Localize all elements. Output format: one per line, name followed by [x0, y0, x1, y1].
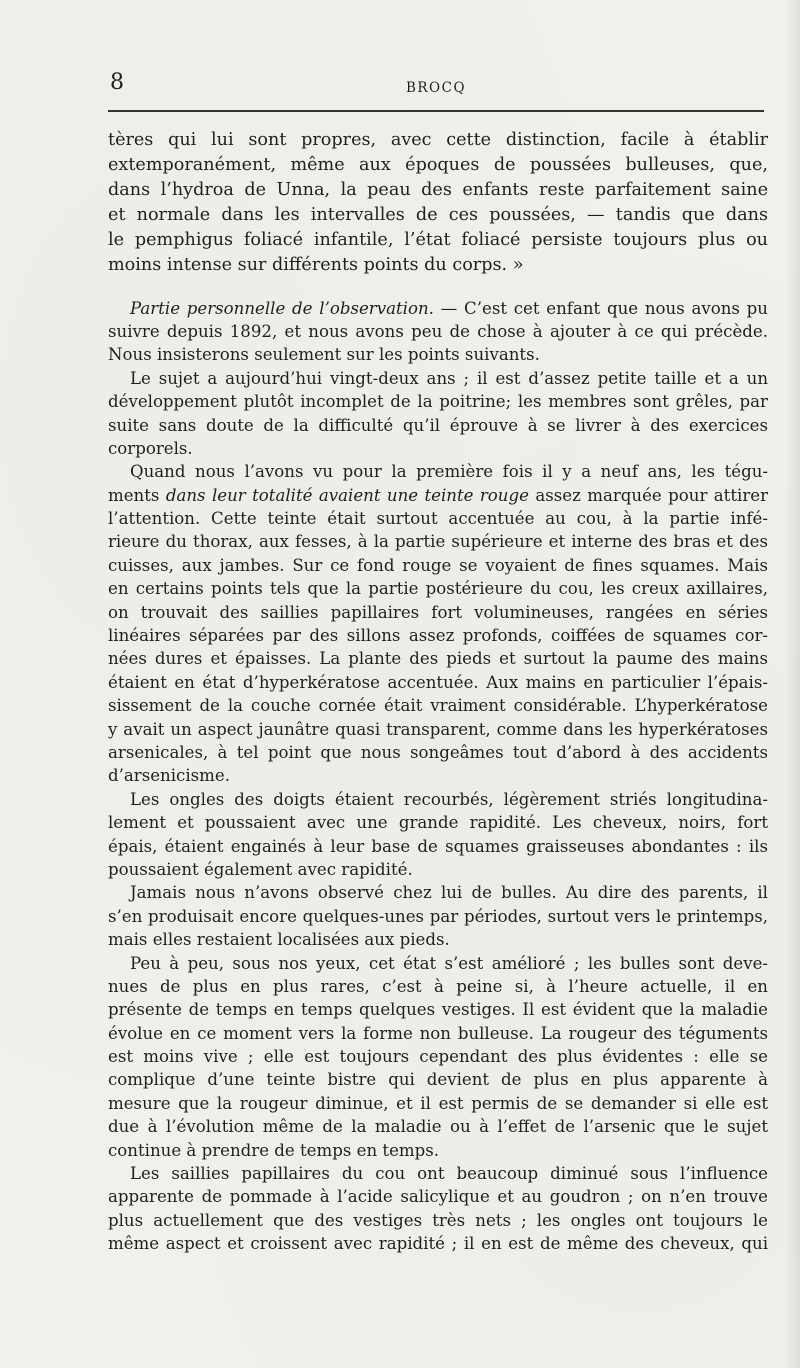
text-line: épais, étaient engainés à leur base de squames graisseuses abondantes : ils: [108, 836, 768, 856]
text-run: ments: [108, 485, 166, 505]
text-line: nées dures et épaisses. La plante des pieds et surtout la paume des mains: [108, 649, 768, 669]
paragraph-subject: [108, 367, 768, 461]
text-line: y avait un aspect jaunâtre quasi transparent, comme dans les hyperkératoses: [108, 719, 768, 739]
text-line: Quand nous l’avons vu pour la première fois il y a neuf ans, les tégu-: [130, 462, 768, 482]
text-line: mais elles restaient localisées aux pieds.: [108, 930, 450, 950]
text-line: arsenicales, à tel point que nous songeâmes tout d’abord à des accidents: [108, 742, 768, 762]
text-line: poussaient également avec rapidité.: [108, 859, 413, 879]
header-rule: [108, 110, 764, 112]
text-line: s’en produisait encore quelques-unes par périodes, surtout vers le printemps,: [108, 906, 768, 926]
text-line: apparente de pommade à l’acide salicylique et au goudron ; on n’en trouve: [108, 1187, 768, 1207]
text-line: Les saillies papillaires du cou ont beaucoup diminué sous l’influence: [130, 1164, 768, 1184]
running-head: BROCQ: [405, 80, 467, 96]
text-line: suite sans doute de la difficulté qu’il éprouve à se livrer à des exercices: [108, 415, 768, 435]
text-line: présente de temps en temps quelques vestiges. Il est évident que la maladie: [108, 1000, 768, 1020]
text-line: [108, 484, 768, 507]
text-line: cuisses, aux jambes. Sur ce fond rouge se voyaient de fines squames. Mais: [108, 555, 768, 575]
text-line: continue à prendre de temps en temps.: [108, 1140, 440, 1160]
page-header: [108, 70, 764, 110]
body-text: [108, 128, 768, 1256]
text-line: l’attention. Cette teinte était surtout accentuée au cou, à la partie infé-: [108, 509, 768, 529]
text-line: est moins vive ; elle est toujours cependant des plus évidentes : elle se: [108, 1047, 768, 1067]
text-line: nues de plus en plus rares, c’est à peine si, à l’heure actuelle, il en: [108, 976, 768, 996]
text-line: suivre depuis 1892, et nous avons peu de chose à ajouter à ce qui précède.: [108, 321, 768, 341]
text-line: mesure que la rougeur diminue, et il est permis de se demander si elle est: [108, 1093, 768, 1113]
paragraph-improvement: [108, 952, 768, 1163]
text-line: moins intense sur différents points du corps. »: [108, 255, 524, 276]
text-line: d’arsenicisme.: [108, 766, 230, 786]
text-line: sissement de la couche cornée était vraiment considérable. L’hyperkératose: [108, 696, 768, 716]
paragraph-papillae: [108, 1162, 768, 1256]
text-line: complique d’une teinte bistre qui devient de plus en plus apparente à: [108, 1070, 768, 1090]
paragraph-bullae: [108, 881, 768, 951]
text-line: linéaires séparées par des sillons assez profonds, coiffées de squames cor-: [108, 626, 768, 646]
text-line: rieure du thorax, aux fesses, à la partie supérieure et interne des bras et des: [108, 532, 768, 552]
quoted-paragraph: [108, 128, 768, 279]
paragraph-first-visit: [108, 460, 768, 787]
page-edge-shadow: [786, 0, 800, 1368]
section-heading: Partie personnelle de l’observation.: [130, 298, 434, 318]
text-line: Les ongles des doigts étaient recourbés, légèrement striés longitudina-: [130, 789, 768, 809]
text-line: développement plutôt incomplet de la poitrine; les membres sont grêles, par: [108, 392, 768, 412]
text-line: due à l’évolution même de la maladie ou à l’effet de l’arsenic que le sujet: [108, 1117, 768, 1137]
text-line: même aspect et croissent avec rapidité ; il en est de même des cheveux, qui: [108, 1234, 768, 1254]
paragraph-observation-intro: [108, 297, 768, 367]
text-line: Le sujet a aujourd’hui vingt-deux ans ; il est d’assez petite taille et a un: [130, 368, 768, 388]
observation-section: [108, 297, 768, 1256]
text-line: on trouvait des saillies papillaires fort volumineuses, rangées en séries: [108, 602, 768, 622]
text-run: — C’est cet enfant que nous avons pu: [433, 298, 768, 318]
text-line: plus actuellement que des vestiges très nets ; les ongles ont toujours le: [108, 1210, 768, 1230]
text-line: le pemphigus foliacé infantile, l’état foliacé persiste toujours plus ou: [108, 230, 768, 251]
text-line: en certains points tels que la partie postérieure du cou, les creux axillaires,: [108, 579, 768, 599]
text-line: corporels.: [108, 438, 193, 458]
text-line: étaient en état d’hyperkératose accentuée. Aux mains en particulier l’épais-: [108, 672, 768, 692]
text-line: extemporanément, même aux époques de poussées bulleuses, que,: [108, 155, 768, 176]
text-line: tères qui lui sont propres, avec cette distinction, facile à établir: [108, 130, 768, 150]
text-line: et normale dans les intervalles de ces poussées, — tandis que dans: [108, 205, 768, 226]
page-number: 8: [110, 70, 124, 95]
paragraph-nails-hair: [108, 788, 768, 882]
text-line: dans l’hydroa de Unna, la peau des enfants reste parfaitement saine: [108, 180, 768, 201]
text-line: Peu à peu, sous nos yeux, cet état s’est amélioré ; les bulles sont deve-: [130, 953, 768, 973]
text-line: évolue en ce moment vers la forme non bulleuse. La rougeur des téguments: [108, 1023, 768, 1043]
text-line: Jamais nous n’avons observé chez lui de bulles. Au dire des parents, il: [130, 883, 768, 903]
text-run: assez marquée pour attirer: [528, 485, 769, 505]
text-line: Nous insisterons seulement sur les points suivants.: [108, 345, 540, 365]
text-line: lement et poussaient avec une grande rapidité. Les cheveux, noirs, fort: [108, 813, 768, 833]
text-line: [108, 297, 768, 320]
emphasis-run: dans leur totalité avaient une teinte rouge: [165, 485, 529, 505]
